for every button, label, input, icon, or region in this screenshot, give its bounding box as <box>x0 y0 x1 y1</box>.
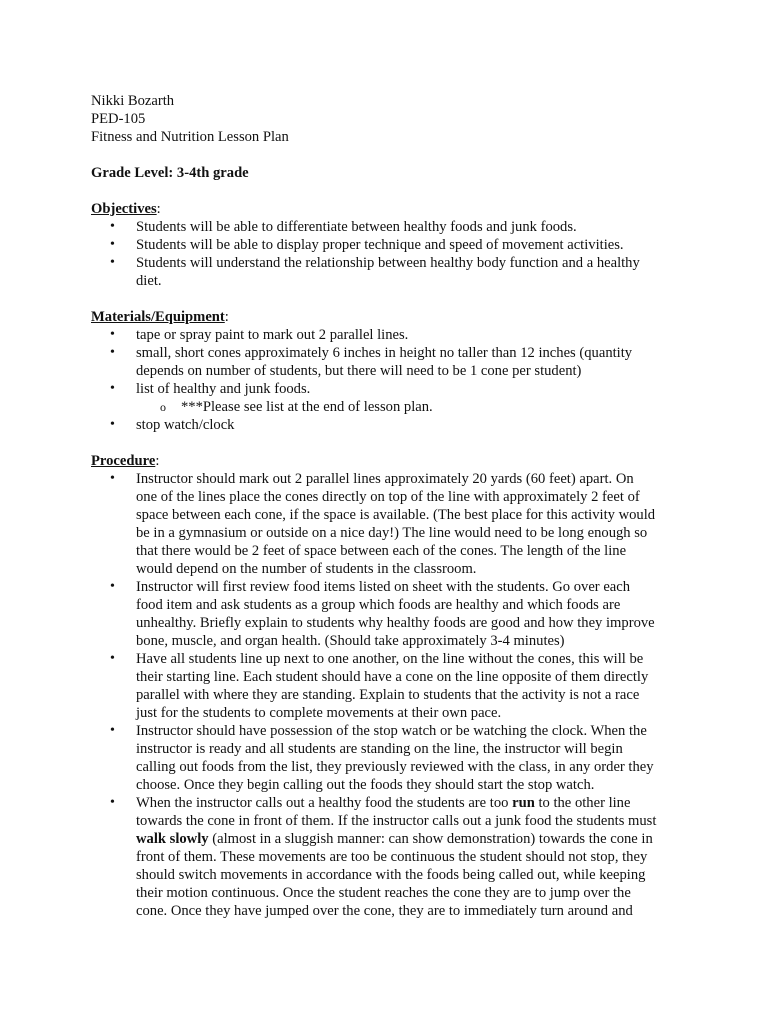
list-item: • tape or spray paint to mark out 2 parallel lines. <box>110 327 409 343</box>
bullet-icon: • <box>110 237 115 252</box>
objectives-list <box>91 218 681 290</box>
bullet-icon: • <box>110 219 115 234</box>
procedure-heading-line <box>91 452 681 470</box>
materials-heading: Materials/Equipment <box>91 309 225 325</box>
materials-sub-list <box>136 398 681 416</box>
list-item: • Have all students line up next to one another, on the line without the cones, this will be their starting line. Each student should have a cone on the line opposite of them directly parallel with where they are standing. Explain to students that the activity is not a race just for the students to complete movements at their own pace. <box>110 651 649 721</box>
author-name: Nikki Bozarth <box>91 93 175 109</box>
procedure-colon: : <box>155 453 160 469</box>
list-item: • Students will be able to display proper technique and speed of movement activities. <box>110 237 624 253</box>
run-emphasis: run <box>512 795 535 811</box>
bullet-icon: • <box>110 651 115 666</box>
bullet-icon: • <box>110 255 115 270</box>
materials-heading-line <box>91 308 681 326</box>
bullet-icon: • <box>110 327 115 342</box>
walk-slowly-emphasis: walk slowly <box>136 831 209 847</box>
list-item: • list of healthy and junk foods. o ***Please see list at the end of lesson plan. <box>91 380 681 416</box>
list-item: • Students will understand the relationship between healthy body function and a healthy diet. <box>110 255 640 289</box>
bullet-icon: • <box>110 417 115 432</box>
list-item: • stop watch/clock <box>110 417 235 433</box>
procedure-list <box>91 470 681 920</box>
materials-colon: : <box>224 309 229 325</box>
list-item: o ***Please see list at the end of lesson plan. <box>160 399 433 415</box>
document-title: Fitness and Nutrition Lesson Plan <box>91 129 289 145</box>
list-item: • Students will be able to differentiate between healthy foods and junk foods. <box>110 219 577 235</box>
list-item: • Instructor will first review food items listed on sheet with the students. Go over each food item and ask students as a group which foods are healthy and which foods are unhealthy. Briefly explain to students why healthy foods are good and how they improve bone, muscle, and organ health. (Should take approximately 3-4 minutes) <box>110 579 655 649</box>
list-item: • When the instructor calls out a healthy food the students are too run to the other line towards the cone in front of them. If the instructor calls out a junk food the students must walk slowly (almost in a sluggish manner: can show demonstration) towards the cone in front of them. These movements are too be continuous the student should not stop, they should switch movements in accordance with the foods being called out, while keeping their motion continuous. Once the student reaches the cone they are to jump over the cone. Once they have jumped over the cone, they are to immediately turn around and <box>110 795 657 919</box>
list-item: • Instructor should mark out 2 parallel lines approximately 20 yards (60 feet) apart. On one of the lines place the cones directly on top of the line with approximately 2 feet of space between each cone, if the space is available. (The best place for this activity would be in a gymnasium or outside on a nice day!) The line would need to be long enough so that there would be 2 feet of space between each of the cones. The length of the line would depend on the number of students in the classroom. <box>110 471 656 577</box>
objectives-colon: : <box>156 201 161 217</box>
document-page <box>91 92 681 920</box>
objectives-heading-line <box>91 200 681 218</box>
bullet-icon: • <box>110 345 115 360</box>
grade-level: Grade Level: 3-4th grade <box>91 165 249 181</box>
bullet-icon: • <box>110 471 115 486</box>
bullet-icon: • <box>110 579 115 594</box>
procedure-heading: Procedure <box>91 453 156 469</box>
bullet-icon: • <box>110 723 115 738</box>
bullet-icon: • <box>110 795 115 810</box>
bullet-icon: • <box>110 381 115 396</box>
objectives-heading: Objectives <box>91 201 157 217</box>
materials-list <box>91 326 681 434</box>
course-code: PED-105 <box>91 111 146 127</box>
list-item: • Instructor should have possession of the stop watch or be watching the clock. When the instructor is ready and all students are standing on the line, the instructor will begin calling out foods from the list, they previously reviewed with the class, in any order they choose. Once they begin calling out the foods they should start the stop watch. <box>110 723 654 793</box>
list-item: • small, short cones approximately 6 inches in height no taller than 12 inches (quantity depends on number of students, but there will need to be 1 cone per student) <box>110 345 633 379</box>
sub-bullet-icon: o <box>160 400 166 414</box>
